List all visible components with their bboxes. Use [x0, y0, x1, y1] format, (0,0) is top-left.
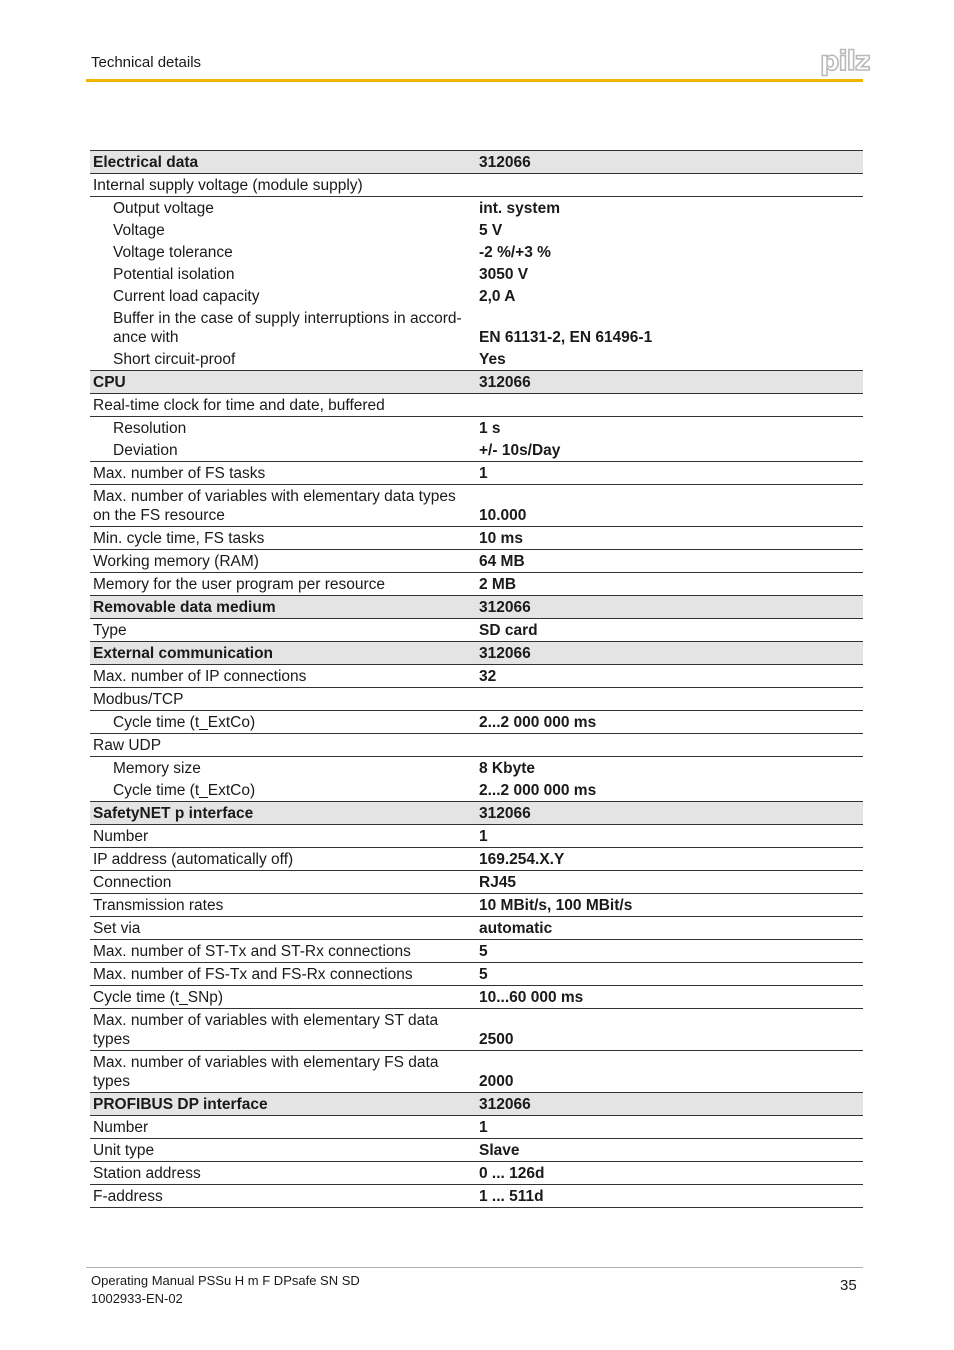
parameter-label: Max. number of FS-Tx and FS-Rx connections — [93, 966, 413, 983]
table-row — [90, 527, 863, 550]
parameter-value: 10...60 000 ms — [479, 989, 584, 1006]
section-title: CPU — [93, 374, 126, 391]
table-row — [90, 825, 863, 848]
subgroup-row — [90, 174, 863, 197]
parameter-value: 169.254.X.Y — [479, 851, 565, 868]
parameter-label: Connection — [93, 874, 172, 891]
parameter-value: 10.000 — [479, 507, 527, 524]
order-number: 312066 — [479, 374, 531, 391]
order-number: 312066 — [479, 154, 531, 171]
table-row — [90, 1051, 863, 1093]
table-row — [90, 711, 863, 734]
table-row — [90, 1116, 863, 1139]
order-number: 312066 — [479, 805, 531, 822]
parameter-label: Potential isolation — [113, 266, 235, 283]
parameter-value: -2 %/+3 % — [479, 244, 551, 261]
table-row — [90, 779, 863, 802]
parameter-label: Max. number of variables with elementary ST data types — [93, 1012, 439, 1048]
parameter-label: Current load capacity — [113, 288, 260, 305]
table-row — [90, 485, 863, 527]
parameter-value: EN 61131-2, EN 61496-1 — [479, 329, 653, 346]
parameter-value: 3050 V — [479, 266, 529, 283]
page-number: 35 — [840, 1277, 857, 1294]
parameter-value: int. system — [479, 200, 560, 217]
table-row — [90, 894, 863, 917]
parameter-value: 2...2 000 000 ms — [479, 714, 597, 731]
parameter-label: Working memory (RAM) — [93, 553, 259, 570]
section-header-row — [90, 1093, 863, 1116]
table-row — [90, 550, 863, 573]
table-row — [90, 197, 863, 219]
parameter-value: 2000 — [479, 1073, 514, 1090]
parameter-label: IP address (automatically off) — [93, 851, 294, 868]
parameter-value: 32 — [479, 668, 497, 685]
parameter-value: 10 ms — [479, 530, 523, 547]
parameter-label: Buffer in the case of supply interruptions in accord- ance with — [113, 310, 462, 346]
table-row — [90, 1139, 863, 1162]
parameter-value: 64 MB — [479, 553, 525, 570]
parameter-label: Memory size — [113, 760, 201, 777]
parameter-value: 2500 — [479, 1031, 514, 1048]
parameter-label: Output voltage — [113, 200, 214, 217]
parameter-label: Voltage tolerance — [113, 244, 233, 261]
section-title: SafetyNET p interface — [93, 805, 254, 822]
parameter-label: Unit type — [93, 1142, 155, 1159]
footer-document-number: 1002933-EN-02 — [91, 1291, 183, 1306]
parameter-label: Cycle time (t_SNp) — [93, 989, 224, 1006]
parameter-value: SD card — [479, 622, 538, 639]
section-title: PROFIBUS DP interface — [93, 1096, 268, 1113]
parameter-value: 5 V — [479, 222, 503, 239]
parameter-value: Yes — [479, 351, 506, 368]
section-title: Electrical data — [93, 154, 199, 171]
section-header-row — [90, 802, 863, 825]
section-header-row — [90, 596, 863, 619]
table-row — [90, 439, 863, 462]
parameter-label: Real-time clock for time and date, buffered — [93, 397, 385, 414]
parameter-value: automatic — [479, 920, 553, 937]
parameter-label: Raw UDP — [93, 737, 162, 754]
parameter-value: +/- 10s/Day — [479, 442, 561, 459]
parameter-label: Number — [93, 1119, 149, 1136]
parameter-label: Max. number of FS tasks — [93, 465, 266, 482]
parameter-label: Modbus/TCP — [93, 691, 184, 708]
parameter-label: Deviation — [113, 442, 178, 459]
parameter-value: RJ45 — [479, 874, 517, 891]
parameter-value: 2 MB — [479, 576, 517, 593]
parameter-label: Internal supply voltage (module supply) — [93, 177, 363, 194]
parameter-label: Max. number of variables with elementary data types on the FS resource — [93, 488, 456, 524]
pilz-logo: pilz — [820, 46, 870, 77]
table-row — [90, 417, 863, 439]
subgroup-row — [90, 394, 863, 417]
section-header-row — [90, 642, 863, 665]
section-title: External communication — [93, 645, 274, 662]
table-row — [90, 940, 863, 963]
table-row — [90, 963, 863, 986]
parameter-label: Max. number of ST-Tx and ST-Rx connections — [93, 943, 411, 960]
footer-manual-title: Operating Manual PSSu H m F DPsafe SN SD — [91, 1273, 360, 1288]
parameter-label: Cycle time (t_ExtCo) — [113, 714, 256, 731]
parameter-value: 5 — [479, 966, 488, 983]
table-row — [90, 665, 863, 688]
parameter-label: Set via — [93, 920, 141, 937]
table-row — [90, 986, 863, 1009]
parameter-value: 1 — [479, 465, 488, 482]
parameter-label: Min. cycle time, FS tasks — [93, 530, 265, 547]
table-row — [90, 241, 863, 263]
parameter-label: Cycle time (t_ExtCo) — [113, 782, 256, 799]
parameter-value: 10 MBit/s, 100 MBit/s — [479, 897, 633, 914]
header-rule — [86, 79, 863, 82]
subgroup-row — [90, 734, 863, 757]
parameter-label: Resolution — [113, 420, 187, 437]
section-header-row — [90, 371, 863, 394]
parameter-label: Station address — [93, 1165, 201, 1182]
table-row — [90, 263, 863, 285]
parameter-value: 1 ... 511d — [479, 1188, 544, 1205]
parameter-value: 2...2 000 000 ms — [479, 782, 597, 799]
parameter-label: Max. number of IP connections — [93, 668, 307, 685]
table-row — [90, 757, 863, 779]
parameter-label: Transmission rates — [93, 897, 224, 914]
footer-rule — [86, 1267, 863, 1268]
parameter-label: Memory for the user program per resource — [93, 576, 386, 593]
parameter-label: Short circuit-proof — [113, 351, 236, 368]
order-number: 312066 — [479, 645, 531, 662]
table-row — [90, 917, 863, 940]
section-title: Removable data medium — [93, 599, 276, 616]
page-header-title: Technical details — [91, 54, 202, 71]
table-row — [90, 462, 863, 485]
table-row — [90, 285, 863, 307]
technical-data-table — [90, 150, 863, 1208]
subgroup-row — [90, 688, 863, 711]
table-row — [90, 871, 863, 894]
order-number: 312066 — [479, 599, 531, 616]
table-row — [90, 1009, 863, 1051]
parameter-value: 0 ... 126d — [479, 1165, 545, 1182]
parameter-label: Number — [93, 828, 149, 845]
table-row — [90, 573, 863, 596]
table-row — [90, 1185, 863, 1208]
parameter-value: 8 Kbyte — [479, 760, 535, 777]
table-row — [90, 1162, 863, 1185]
parameter-value: 1 s — [479, 420, 501, 437]
parameter-value: 5 — [479, 943, 488, 960]
parameter-value: 2,0 A — [479, 288, 516, 305]
table-row — [90, 619, 863, 642]
parameter-value: 1 — [479, 828, 488, 845]
parameter-value: 1 — [479, 1119, 488, 1136]
table-row — [90, 848, 863, 871]
table-row — [90, 219, 863, 241]
parameter-label: Type — [93, 622, 127, 639]
table-row — [90, 307, 863, 348]
parameter-value: Slave — [479, 1142, 520, 1159]
parameter-label: Max. number of variables with elementary FS data types — [93, 1054, 439, 1090]
order-number: 312066 — [479, 1096, 531, 1113]
parameter-label: F-address — [93, 1188, 163, 1205]
section-header-row — [90, 151, 863, 174]
parameter-label: Voltage — [113, 222, 165, 239]
table-row — [90, 348, 863, 371]
